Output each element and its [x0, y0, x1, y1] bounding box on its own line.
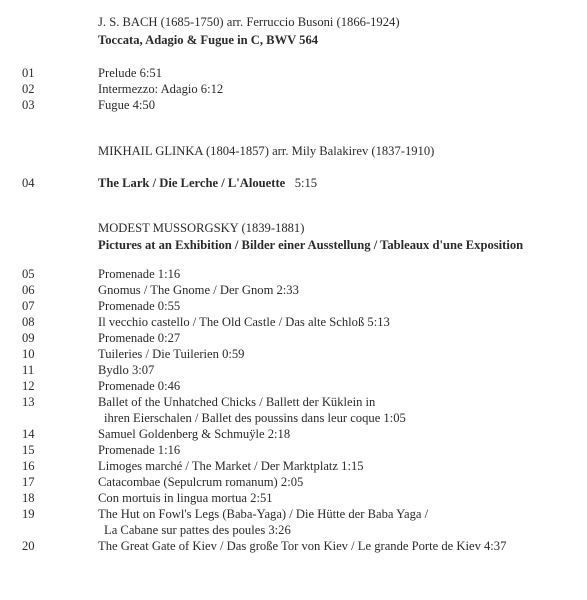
track-title-line — [98, 177, 317, 190]
track-title: The Hut on Fowl's Legs (Baba-Yaga) / Die Hütte der Baba Yaga / — [98, 507, 429, 521]
track-title: Promenade 0:46 — [98, 379, 181, 393]
track-number: 19 — [22, 507, 35, 521]
track-number: 10 — [22, 347, 35, 361]
track-title: The Great Gate of Kiev / Das große Tor von Kiev / Le grande Porte de Kiev 4:37 — [98, 539, 507, 553]
track-number: 16 — [22, 459, 35, 473]
track-title: Intermezzo: Adagio 6:12 — [98, 82, 224, 96]
track-number: 09 — [22, 331, 35, 345]
track-title: Fugue 4:50 — [98, 98, 156, 112]
track-title: Prelude 6:51 — [98, 66, 163, 80]
track-number: 08 — [22, 315, 35, 329]
track-title: Limoges marché / The Market / Der Marktplatz 1:15 — [98, 459, 364, 473]
glinka-composer-line: MIKHAIL GLINKA (1804-1857) arr. Mily Balakirev (1837-1910) — [98, 144, 435, 158]
track-number: 04 — [22, 176, 35, 190]
track-number: 18 — [22, 491, 35, 505]
track-title: The Lark / Die Lerche / L'Alouette — [98, 176, 286, 190]
bach-work-title: Toccata, Adagio & Fugue in C, BWV 564 — [98, 33, 319, 47]
track-title: Catacombae (Sepulcrum romanum) 2:05 — [98, 475, 304, 489]
track-number: 02 — [22, 82, 35, 96]
track-title: Gnomus / The Gnome / Der Gnom 2:33 — [98, 283, 299, 297]
track-number: 17 — [22, 475, 35, 489]
track-title: Promenade 1:16 — [98, 267, 181, 281]
track-number: 11 — [22, 363, 35, 377]
track-title: Promenade 0:55 — [98, 299, 181, 313]
track-title: Con mortuis in lingua mortua 2:51 — [98, 491, 273, 505]
track-number: 03 — [22, 98, 35, 112]
track-number: 01 — [22, 66, 35, 80]
track-number: 15 — [22, 443, 35, 457]
track-title: Bydlo 3:07 — [98, 363, 155, 377]
track-title: Il vecchio castello / The Old Castle / Das alte Schloß 5:13 — [98, 315, 390, 329]
track-title: Ballet of the Unhatched Chicks / Ballett der Küklein in — [98, 395, 376, 409]
track-number: 06 — [22, 283, 35, 297]
track-title: Tuileries / Die Tuilerien 0:59 — [98, 347, 245, 361]
track-number: 20 — [22, 539, 35, 553]
track-number: 05 — [22, 267, 35, 281]
track-title: Promenade 1:16 — [98, 443, 181, 457]
bach-composer-line: J. S. BACH (1685-1750) arr. Ferruccio Busoni (1866-1924) — [98, 15, 400, 29]
track-number: 13 — [22, 395, 35, 409]
track-number: 12 — [22, 379, 35, 393]
track-number: 07 — [22, 299, 35, 313]
mussorgsky-work-title: Pictures at an Exhibition / Bilder einer Ausstellung / Tableaux d'une Exposition — [98, 238, 524, 252]
track-title-continuation: La Cabane sur pattes des poules 3:26 — [104, 523, 291, 537]
mussorgsky-composer-line: MODEST MUSSORGSKY (1839-1881) — [98, 221, 305, 235]
track-title: Samuel Goldenberg & Schmuÿle 2:18 — [98, 427, 291, 441]
track-title: Promenade 0:27 — [98, 331, 181, 345]
track-duration: 5:15 — [294, 176, 318, 190]
track-title-continuation: ihren Eierschalen / Ballet des poussins dans leur coque 1:05 — [104, 411, 406, 425]
track-number: 14 — [22, 427, 35, 441]
